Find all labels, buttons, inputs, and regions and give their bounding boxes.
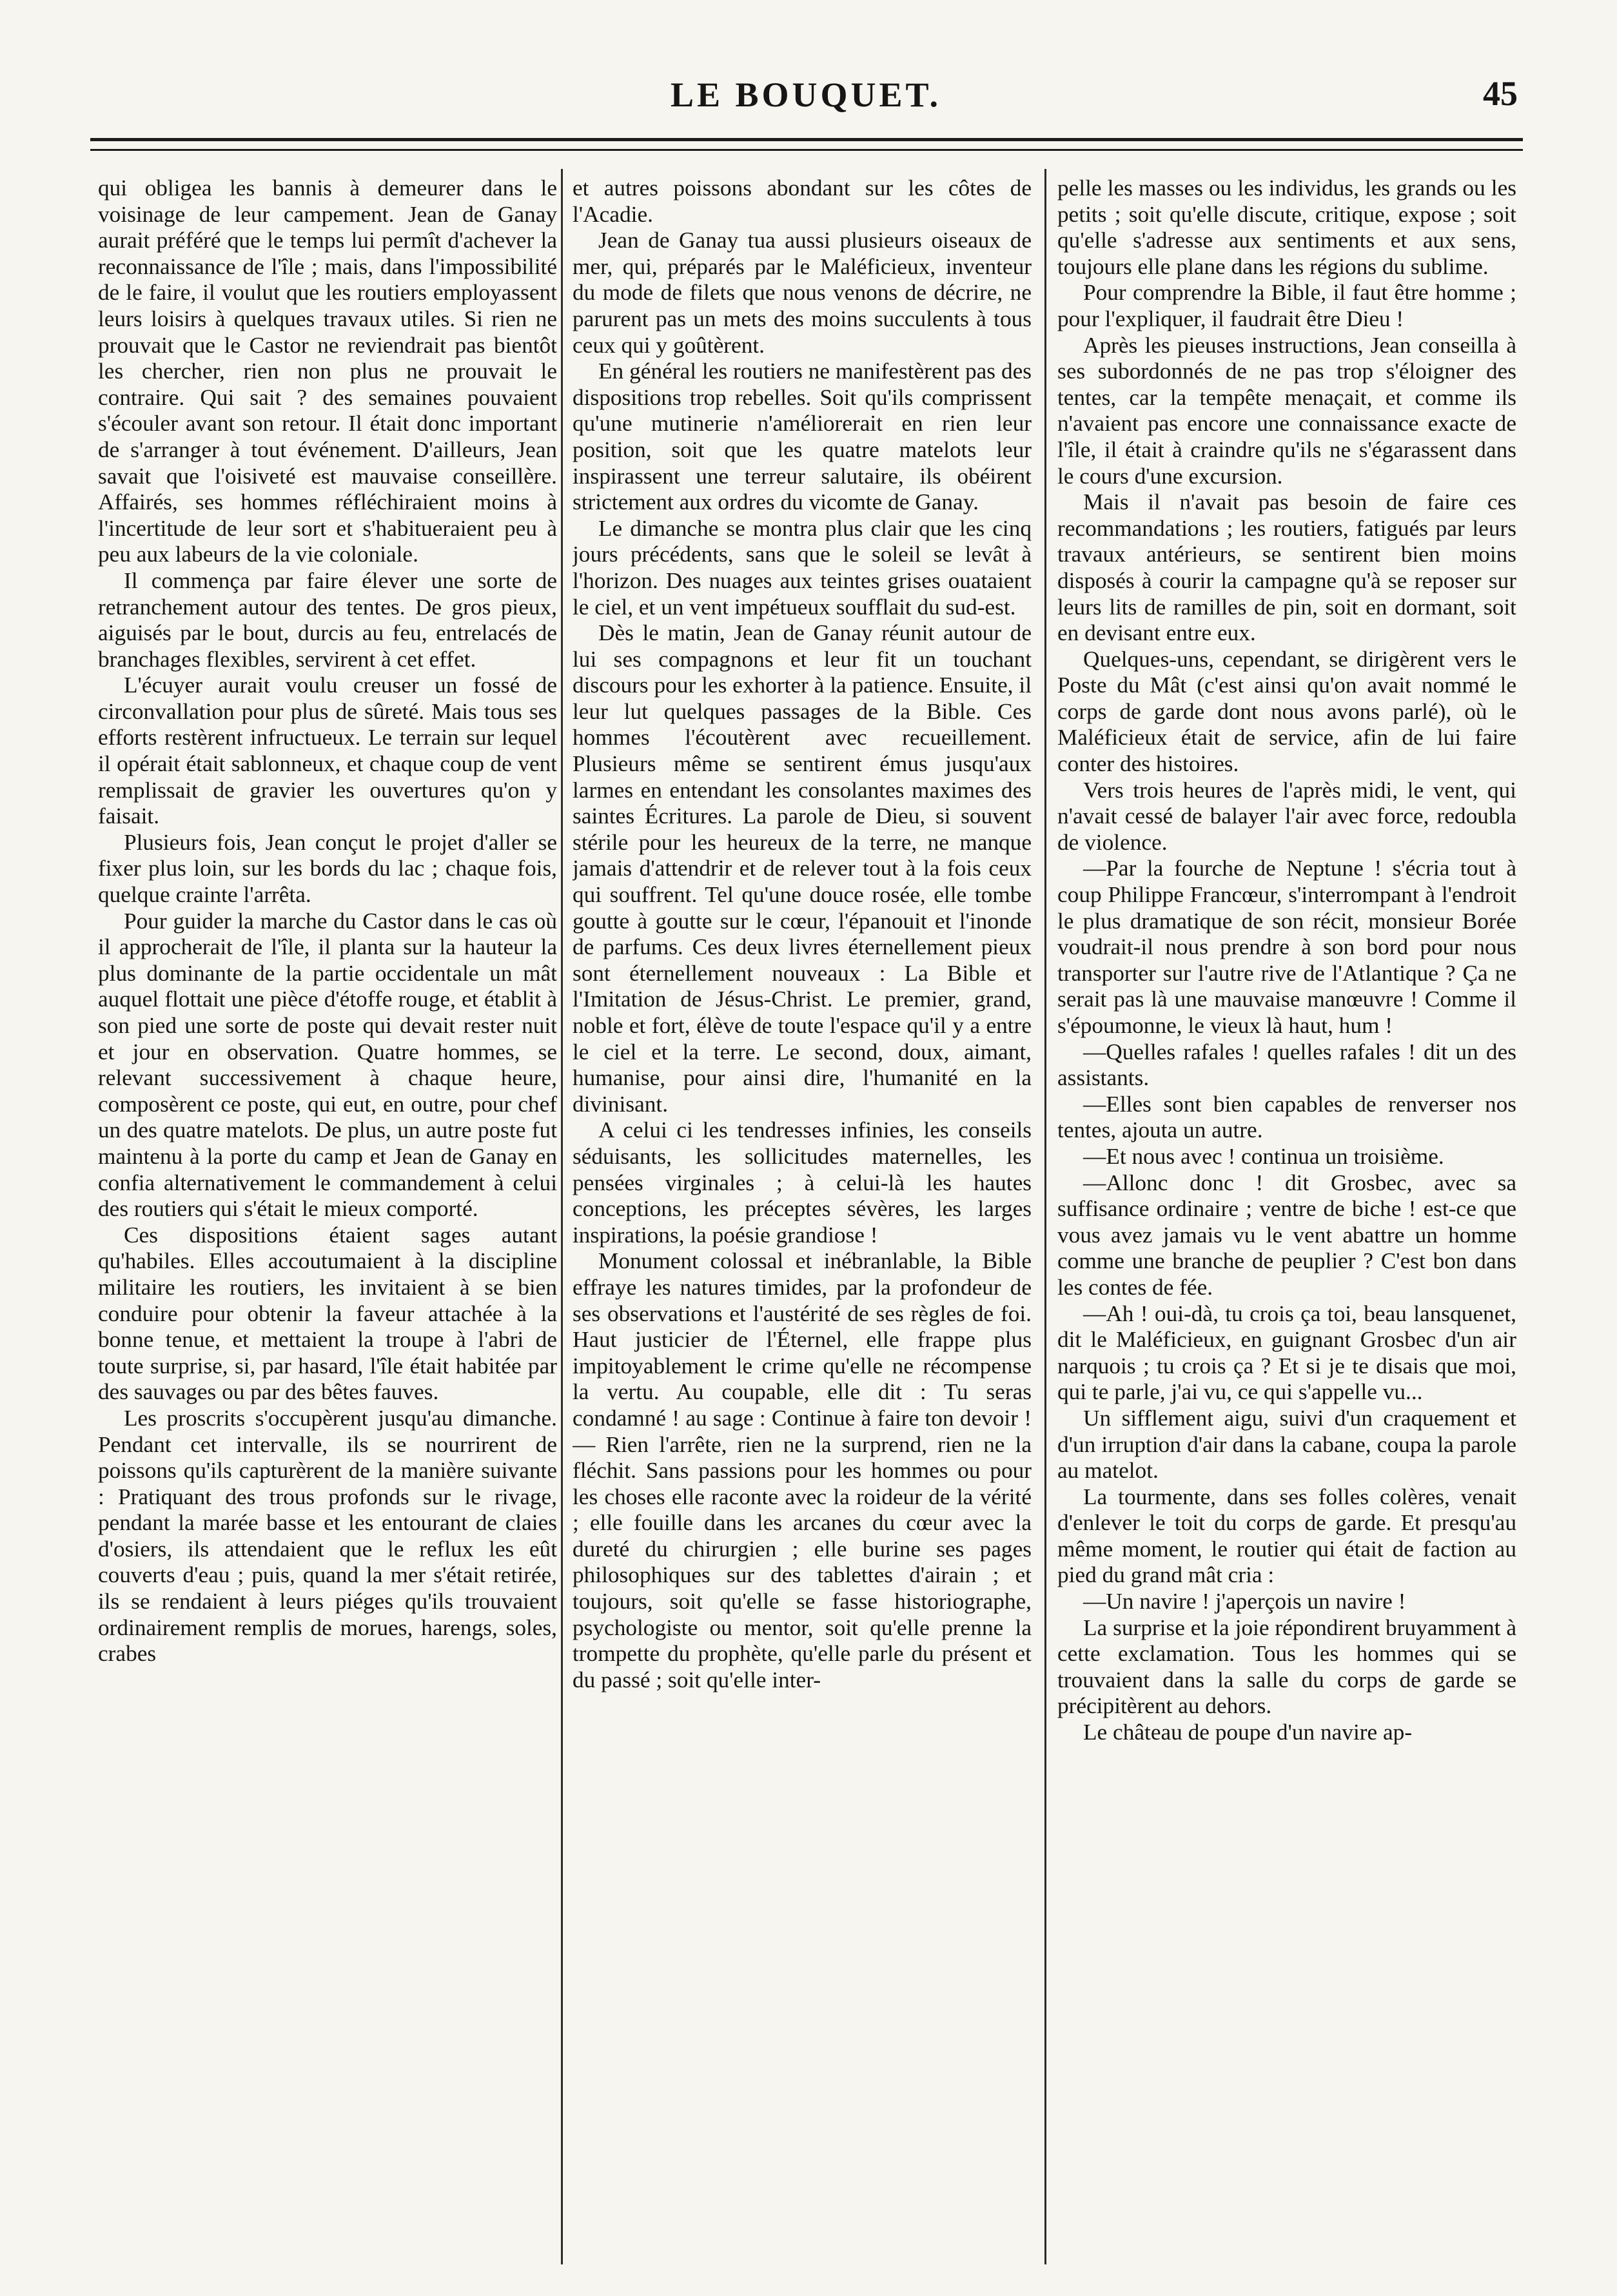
text-column-2: [573, 175, 1032, 2264]
paragraph: Vers trois heures de l'après midi, le vent, qui n'avait cessé de balayer l'air avec force, redoubla de violence.: [1057, 777, 1516, 855]
text-column-3: [1057, 175, 1516, 2264]
paragraph: —Quelles rafales ! quelles rafales ! dit un des assistants.: [1057, 1039, 1516, 1091]
paragraph: Monument colossal et inébranlable, la Bible effraye les natures timides, par la profondeur de ses observations et l'austérité de ses règles de foi. Haut justicier de l'Éternel, elle frappe plus impitoyablement le crime qu'elle ne récompense la vertu. Au coupable, elle dit : Tu seras condamné ! au sage : Continue à faire ton devoir ! — Rien l'arrête, rien ne la surprend, rien ne la fléchit. Sans passions pour les hommes ou pour les choses elle raconte avec la roideur de la vérité ; elle fouille dans les arcanes du cœur avec la dureté du chirurgien ; elle burine ses pages philosophiques sur des tablettes d'airain ; et toujours, soit qu'elle se fasse historiographe, psychologiste ou mentor, soit qu'elle prenne la trompette du prophète, qu'elle parle du présent et du passé ; soit qu'elle inter-: [573, 1248, 1032, 1693]
paragraph: —Ah ! oui-dà, tu crois ça toi, beau lansquenet, dit le Maléficieux, en guignant Grosbec d'un air narquois ; tu crois ça ? Et si je te disais que moi, qui te parle, j'ai vu, ce qui s'appelle vu...: [1057, 1300, 1516, 1405]
paragraph: Le dimanche se montra plus clair que les cinq jours précédents, sans que le soleil se levât à l'horizon. Des nuages aux teintes grises ouataient le ciel, et un vent impétueux soufflait du sud-est.: [573, 515, 1032, 620]
paragraph: —Allonc donc ! dit Grosbec, avec sa suffisance ordinaire ; ventre de biche ! est-ce que vous avez jamais vu le vent abattre un homme comme une branche de peuplier ? C'est bon dans les contes de fée.: [1057, 1170, 1516, 1300]
header-rule-thick: [90, 138, 1523, 141]
paragraph: Après les pieuses instructions, Jean conseilla à ses subordonnés de ne pas trop s'éloigner des tentes, car la tempête menaçait, et comme ils n'avaient pas encore une connaissance exacte de l'île, il était à craindre qu'ils ne s'égarassent dans le cours d'une excursion.: [1057, 332, 1516, 489]
paragraph: Plusieurs fois, Jean conçut le projet d'aller se fixer plus loin, sur les bords du lac ; chaque fois, quelque crainte l'arrêta.: [98, 829, 557, 908]
paragraph: Ces dispositions étaient sages autant qu'habiles. Elles accoutumaient à la discipline militaire les routiers, les invitaient à se bien conduire pour obtenir la faveur attachée à la bonne tenue, et mettaient la troupe à l'abri de toute surprise, si, par hasard, l'île était habitée par des sauvages ou par des bêtes fauves.: [98, 1222, 557, 1405]
paragraph: pelle les masses ou les individus, les grands ou les petits ; soit qu'elle discute, critique, expose ; soit qu'elle s'adresse aux sentiments et aux sens, toujours elle plane dans les régions du sublime.: [1057, 175, 1516, 279]
paragraph: Dès le matin, Jean de Ganay réunit autour de lui ses compagnons et leur fit un touchant discours pour les exhorter à la patience. Ensuite, il leur lut quelques passages de la Bible. Ces hommes l'écoutèrent avec recueillement. Plusieurs même se sentirent émus jusqu'aux larmes en entendant les consolantes maximes des saintes Écritures. La parole de Dieu, si souvent stérile pour les heureux de la terre, ne manque jamais d'attendrir et de relever tout à la fois ceux qui souffrent. Tel qu'une douce rosée, elle tombe goutte à goutte sur le cœur, l'épanouit et l'inonde de parfums. Ces deux livres éternellement pieux sont éternellement nouveaux : La Bible et l'Imitation de Jésus-Christ. Le premier, grand, noble et fort, élève de toute l'espace qu'il y a entre le ciel et la terre. Le second, doux, aimant, humanise, pour ainsi dire, l'humanité en la divinisant.: [573, 620, 1032, 1117]
page-number: 45: [1483, 74, 1518, 113]
paragraph: Pour guider la marche du Castor dans le cas où il approcherait de l'île, il planta sur la hauteur la plus dominante de la partie occidentale un mât auquel flottait une pièce d'étoffe rouge, et établit à son pied une sorte de poste qui devait rester nuit et jour en observation. Quatre hommes, se relevant successivement à chaque heure, composèrent ce poste, qui eut, en outre, pour chef un des quatre matelots. De plus, un autre poste fut maintenu à la porte du camp et Jean de Ganay en confia alternativement le commandement à celui des routiers qui s'était le mieux comporté.: [98, 908, 557, 1222]
paragraph: —Et nous avec ! continua un troisième.: [1083, 1143, 1444, 1169]
paragraph: Le château de poupe d'un navire ap-: [1083, 1720, 1413, 1745]
paragraph: Les proscrits s'occupèrent jusqu'au dimanche. Pendant cet intervalle, ils se nourrirent de poissons qu'ils capturèrent de la manière suivante : Pratiquant des trous profonds sur le rivage, pendant la marée basse et les entourant de claies d'osiers, ils attendaient que le reflux les eût couverts d'eau ; puis, quand la mer s'était retirée, ils se rendaient à leurs piéges qu'ils trouvaient ordinairement remplis de morues, harengs, soles, crabes: [98, 1405, 557, 1667]
paragraph: qui obligea les bannis à demeurer dans le voisinage de leur campement. Jean de Ganay aurait préféré que le temps lui permît d'achever la reconnaissance de l'île ; mais, dans l'impossibilité de le faire, il voulut que les routiers employassent leurs loisirs à quelques travaux utiles. Si rien ne prouvait que le Castor ne reviendrait pas bientôt les chercher, rien non plus ne prouvait le contraire. Qui sait ? des semaines pouvaient s'écouler avant son retour. Il était donc important de s'arranger à tout événement. D'ailleurs, Jean savait que l'oisiveté est mauvaise conseillère. Affairés, ses hommes réfléchiraient moins à l'incertitude de leur sort et s'habitueraient peu à peu aux labeurs de la vie coloniale.: [98, 175, 557, 567]
running-title: LE BOUQUET.: [670, 75, 942, 114]
paragraph: —Elles sont bien capables de renverser nos tentes, ajouta un autre.: [1057, 1091, 1516, 1143]
column-divider: [561, 169, 563, 2264]
paragraph: Mais il n'avait pas besoin de faire ces recommandations ; les routiers, fatigués par leurs travaux antérieurs, se sentirent bien moins disposés à courir la campagne qu'à se reposer sur leurs lits de ramilles de pin, soit en dormant, soit en devisant entre eux.: [1057, 489, 1516, 646]
header-rule-thin: [90, 149, 1523, 151]
paragraph: L'écuyer aurait voulu creuser un fossé de circonvallation pour plus de sûreté. Mais tous ses efforts restèrent infructueux. Le terrain sur lequel il opérait était sablonneux, et chaque coup de vent remplissait de gravier les ouvertures qu'on y faisait.: [98, 672, 557, 829]
paragraph: A celui ci les tendresses infinies, les conseils séduisants, les sollicitudes maternelles, les pensées virginales ; à celui-là les hautes conceptions, les préceptes sévères, les larges inspirations, la poésie grandiose !: [573, 1117, 1032, 1248]
paragraph: La surprise et la joie répondirent bruyamment à cette exclamation. Tous les hommes qui se trouvaient dans la salle du corps de garde se précipitèrent au dehors.: [1057, 1614, 1516, 1719]
paragraph: En général les routiers ne manifestèrent pas des dispositions trop rebelles. Soit qu'ils comprissent qu'une mutinerie n'améliorerait en rien leur position, soit que les quatre matelots leur inspirassent une terreur salutaire, ils obéirent strictement aux ordres du vicomte de Ganay.: [573, 358, 1032, 515]
paragraph: Jean de Ganay tua aussi plusieurs oiseaux de mer, qui, préparés par le Maléficieux, inventeur du mode de filets que nous venons de décrire, ne parurent pas un mets des moins succulents à tous ceux qui y goûtèrent.: [573, 228, 1032, 358]
paragraph: Pour comprendre la Bible, il faut être homme ; pour l'expliquer, il faudrait être Dieu !: [1057, 280, 1516, 331]
column-divider: [1044, 169, 1046, 2264]
paragraph: —Un navire ! j'aperçois un navire !: [1083, 1589, 1406, 1614]
paragraph: Il commença par faire élever une sorte de retranchement autour des tentes. De gros pieux, aiguisés par le bout, durcis au feu, entrelacés de branchages flexibles, servirent à cet effet.: [98, 567, 557, 672]
paragraph: Un sifflement aigu, suivi d'un craquement et d'un irruption d'air dans la cabane, coupa la parole au matelot.: [1057, 1405, 1516, 1484]
paragraph: et autres poissons abondant sur les côtes de l'Acadie.: [573, 175, 1032, 227]
paragraph: La tourmente, dans ses folles colères, venait d'enlever le toit du corps de garde. Et presqu'au même moment, le routier qui était de faction au pied du grand mât cria :: [1057, 1484, 1516, 1588]
text-column-1: [98, 175, 557, 2264]
paragraph: Quelques-uns, cependant, se dirigèrent vers le Poste du Mât (c'est ainsi qu'on avait nommé le corps de garde dont nous avons parlé), où le Maléficieux était de service, afin de lui faire conter des histoires.: [1057, 646, 1516, 777]
paragraph: —Par la fourche de Neptune ! s'écria tout à coup Philippe Francœur, s'interrompant à l'endroit le plus dramatique de son récit, monsieur Borée voudrait-il nous prendre à son bord pour nous transporter sur l'autre rive de l'Atlantique ? Ça ne serait pas là une mauvaise manœuvre ! Comme il s'époumonne, le vieux là haut, hum !: [1057, 856, 1516, 1038]
page-header: [90, 72, 1522, 124]
